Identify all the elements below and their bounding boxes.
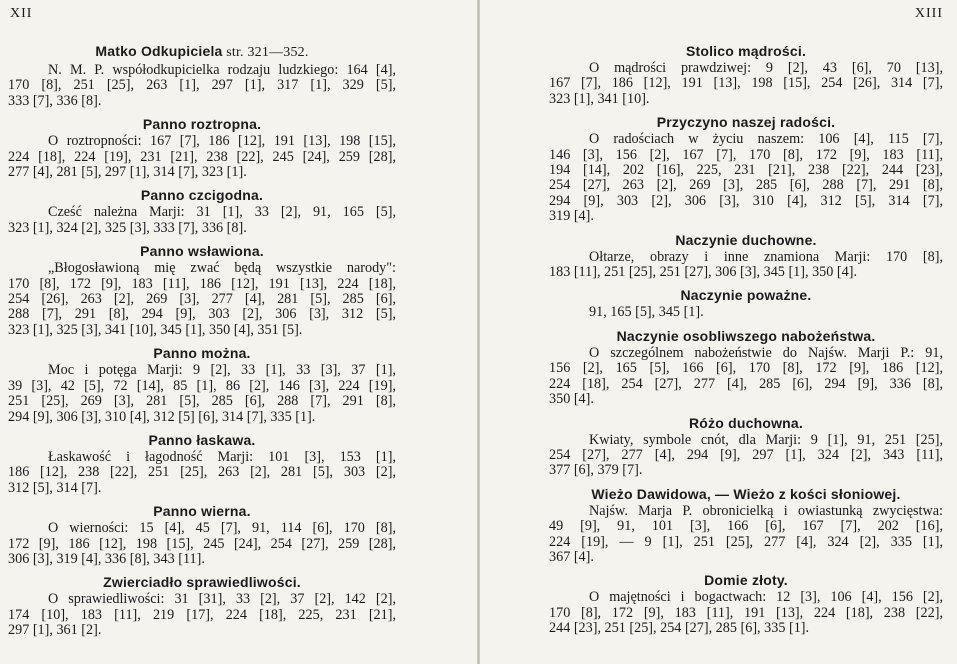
entry-heading [8, 502, 396, 520]
reference-line: O wierności: 15 [4], 45 [7], 91, 114 [6], 170 [8], [48, 520, 396, 537]
index-entry [549, 231, 943, 281]
index-entry [8, 186, 396, 236]
entry-heading-title: Panno łaskawa. [148, 431, 256, 448]
entry-heading [549, 327, 943, 345]
index-entries [8, 42, 396, 645]
entry-references [8, 63, 396, 109]
reference-line: „Błogosławioną mię zwać będą wszystkie narody": [48, 260, 396, 277]
reference-line: Cześć należna Marji: 31 [1], 33 [2], 91, 165 [5], [48, 204, 396, 221]
entry-references [549, 590, 943, 636]
entry-heading [8, 573, 396, 591]
entry-references [8, 521, 396, 567]
reference-line: 254 [27], 263 [2], 269 [3], 285 [6], 288 [7], 291 [8], [549, 177, 943, 194]
entry-heading [8, 115, 396, 133]
reference-line: 323 [1], 325 [3], 341 [10], 345 [1], 350 [4], 351 [5]. [8, 321, 303, 338]
entry-heading [8, 242, 396, 260]
index-entries [549, 42, 943, 643]
index-entry [8, 431, 396, 496]
reference-line: O sprawiedliwości: 31 [31], 33 [2], 37 [2], 142 [2], [48, 591, 396, 608]
reference-line: 183 [11], 251 [25], 251 [27], 306 [3], 345 [1], 350 [4]. [549, 264, 857, 281]
entry-heading-title: Panno wierna. [153, 503, 251, 520]
reference-line: Najśw. Marja P. obronicielką i owiastunką zwycięstwa: [589, 502, 943, 519]
reference-line: 297 [1], 361 [2]. [8, 622, 102, 639]
entry-heading-title: Panno można. [153, 345, 251, 362]
entry-heading-title: Przyczyno naszej radości. [656, 114, 836, 131]
reference-line: 91, 165 [5], 345 [1]. [589, 304, 704, 321]
reference-line: N. M. P. współodkupicielka rodzaju ludzkiego: 164 [4], [48, 62, 396, 78]
reference-line: 49 [9], 91, 101 [3], 166 [6], 167 [7], 202 [16], [549, 518, 943, 535]
entry-heading-title: Domie złoty. [704, 572, 788, 589]
entry-heading [549, 42, 943, 60]
entry-heading-title: Panno czcigodna. [140, 187, 264, 204]
entry-heading [8, 42, 396, 62]
reference-line: 194 [14], 202 [16], 225, 231 [21], 238 [22], 244 [23], [549, 162, 943, 179]
reference-line: O radościach w życiu naszem: 106 [4], 115 [7], [589, 131, 943, 148]
reference-line: 172 [9], 186 [12], 198 [15], 245 [24], 254 [27], 259 [28], [8, 535, 396, 552]
entry-heading [549, 286, 943, 304]
entry-heading [549, 231, 943, 249]
index-entry [549, 571, 943, 636]
entry-references [8, 363, 396, 425]
entry-references [549, 433, 943, 479]
reference-line: 174 [10], 183 [11], 219 [17], 224 [18], 225, 231 [21], [8, 606, 396, 623]
reference-line: Łaskawość i łagodność Marji: 101 [3], 153 [1], [48, 448, 396, 465]
entry-heading-title: Naczynie duchowne. [675, 231, 817, 248]
index-entry [549, 286, 943, 320]
entry-heading [8, 186, 396, 204]
right-page [479, 0, 957, 664]
entry-references [549, 504, 943, 566]
entry-heading-title: Naczynie poważne. [680, 287, 812, 304]
reference-line: 170 [8], 172 [9], 183 [11], 191 [13], 224 [18], 238 [22], [549, 604, 943, 621]
reference-line: 294 [9], 306 [3], 310 [4], 312 [5] [6], 314 [7], 335 [1]. [8, 408, 316, 425]
reference-line: O szczególnem nabożeństwie do Najśw. Marji P.: 91, [589, 344, 943, 361]
entry-heading [549, 571, 943, 589]
reference-line: 288 [7], 291 [8], 294 [9], 303 [2], 306 [3], 312 [5], [8, 306, 396, 323]
index-entry [8, 242, 396, 338]
entry-references [549, 61, 943, 107]
reference-line: O roztropności: 167 [7], 186 [12], 191 [13], 198 [15], [48, 133, 396, 150]
entry-references [549, 132, 943, 224]
reference-line: Kwiaty, symbole cnót, dla Marji: 9 [1], 91, 251 [25], [589, 431, 943, 448]
reference-line: 167 [7], 186 [12], 191 [13], 198 [15], 254 [26], 314 [7], [549, 75, 943, 92]
reference-line: 254 [26], 263 [2], 269 [3], 277 [4], 281 [5], 285 [6], [8, 291, 396, 308]
entry-references [549, 250, 943, 281]
reference-line: 251 [25], 269 [3], 281 [5], 285 [6], 288 [7], 291 [8], [8, 393, 396, 410]
reference-line: 319 [4]. [549, 208, 594, 225]
index-entry [8, 115, 396, 180]
entry-heading-title: Panno wsławiona. [140, 243, 264, 260]
entry-heading [549, 485, 943, 503]
index-entry [549, 327, 943, 408]
entry-references [549, 305, 943, 320]
reference-line: 294 [9], 303 [2], 306 [3], 310 [4], 312 [5], 314 [7], [549, 192, 943, 209]
entry-heading-title: Zwierciadło sprawiedliwości. [103, 574, 301, 591]
reference-line: 306 [3], 319 [4], 336 [8], 343 [11]. [8, 550, 205, 567]
page-number: XII [10, 6, 33, 21]
reference-line: 170 [8], 251 [25], 263 [1], 297 [1], 317 [1], 329 [5], [8, 77, 396, 94]
reference-line: 146 [3], 156 [2], 167 [7], 170 [8], 172 [9], 183 [11], [549, 146, 943, 163]
index-entry [8, 42, 396, 109]
reference-line: 350 [4]. [549, 391, 594, 408]
page-number: XIII [914, 6, 943, 21]
reference-line: 170 [8], 172 [9], 183 [11], 186 [12], 191 [13], 224 [18], [8, 275, 396, 292]
reference-line: 244 [23], 251 [25], 254 [27], 285 [6], 335 [1]. [549, 620, 810, 637]
index-entry [549, 42, 943, 107]
entry-heading [549, 113, 943, 131]
reference-line: 277 [4], 281 [5], 297 [1], 314 [7], 323 [1]. [8, 164, 247, 181]
reference-line: 312 [5], 314 [7]. [8, 479, 102, 496]
entry-heading-title: Wieżo Dawidowa, — Wieżo z kości słoniowej. [591, 485, 901, 502]
entry-references [8, 261, 396, 338]
index-entry [549, 113, 943, 224]
reference-line: 367 [4]. [549, 548, 594, 565]
entry-references [8, 205, 396, 236]
reference-line: 377 [6], 379 [7]. [549, 462, 643, 479]
entry-references [8, 592, 396, 638]
reference-line: 224 [19], — 9 [1], 251 [25], 277 [4], 324 [2], 335 [1], [549, 533, 943, 550]
index-entry [549, 414, 943, 479]
reference-line: O majętności i bogactwach: 12 [3], 106 [4], 156 [2], [589, 589, 943, 606]
entry-heading-title: Naczynie osobliwszego nabożeństwa. [616, 327, 876, 344]
entry-references [8, 134, 396, 180]
reference-line: Moc i potęga Marji: 9 [2], 33 [1], 33 [3], 37 [1], [48, 362, 396, 379]
reference-line: 224 [18], 254 [27], 277 [4], 285 [6], 294 [9], 336 [8], [549, 375, 943, 392]
entry-heading-title: Matko Odkupiciela [95, 43, 223, 59]
reference-line: 323 [1], 324 [2], 325 [3], 333 [7], 336 [8]. [8, 219, 247, 236]
entry-heading [8, 431, 396, 449]
reference-line: 323 [1], 341 [10]. [549, 90, 650, 107]
index-entry [8, 344, 396, 425]
reference-line: 333 [7], 336 [8]. [8, 92, 102, 109]
entry-heading-pages: str. 321—352. [222, 45, 309, 60]
reference-line: 156 [2], 165 [5], 166 [6], 170 [8], 172 [9], 186 [12], [549, 360, 943, 377]
reference-line: 224 [18], 224 [19], 231 [21], 238 [22], 245 [24], 259 [28], [8, 148, 396, 165]
reference-line: 254 [27], 277 [4], 294 [9], 297 [1], 324 [2], 343 [11], [549, 446, 943, 463]
entry-references [8, 450, 396, 496]
entry-heading [549, 414, 943, 432]
index-entry [8, 502, 396, 567]
reference-line: 186 [12], 238 [22], 251 [25], 263 [2], 281 [5], 303 [2], [8, 464, 396, 481]
entry-heading-title: Stolico mądrości. [685, 43, 807, 59]
index-entry [8, 573, 396, 638]
reference-line: 39 [3], 42 [5], 72 [14], 85 [1], 86 [2], 146 [3], 224 [19], [8, 377, 396, 394]
index-entry [549, 485, 943, 566]
reference-line: O mądrości prawdziwej: 9 [2], 43 [6], 70 [13], [589, 60, 943, 76]
entry-heading-title: Różo duchowna. [688, 414, 803, 431]
entry-heading [8, 344, 396, 362]
left-page [0, 0, 478, 664]
entry-heading-title: Panno roztropna. [142, 116, 262, 133]
entry-references [549, 346, 943, 408]
reference-line: Ołtarze, obrazy i inne znamiona Marji: 170 [8], [589, 248, 943, 265]
